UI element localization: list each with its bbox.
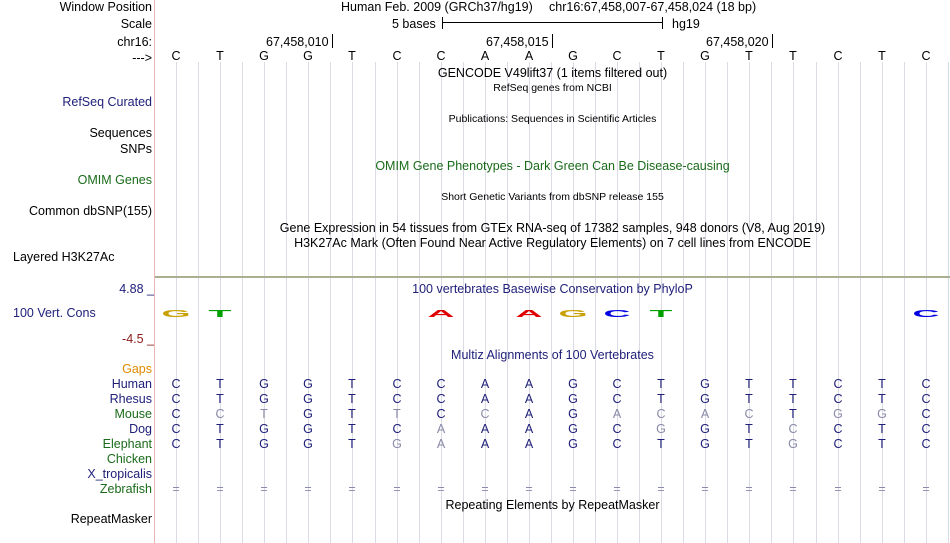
alignment-base: C <box>612 422 622 436</box>
repeatmasker-track-title[interactable]: Repeating Elements by RepeatMasker <box>445 498 660 512</box>
alignment-base: = <box>172 482 180 496</box>
window-position-label: Window Position <box>59 0 152 14</box>
species-label[interactable]: Chicken <box>106 452 152 466</box>
reference-base: G <box>259 49 269 63</box>
alignment-base: C <box>833 377 843 391</box>
alignment-base: T <box>216 437 224 451</box>
species-label[interactable]: Zebrafish <box>99 482 152 496</box>
alignment-base: = <box>701 482 709 496</box>
vert-cons-label[interactable]: 100 Vert. Cons <box>13 306 96 320</box>
alignment-base: T <box>348 377 356 391</box>
alignment-base: C <box>921 437 931 451</box>
alignment-base: G <box>303 422 313 436</box>
alignment-base: T <box>260 407 268 421</box>
ruler-tick <box>332 34 333 48</box>
alignment-base: = <box>481 482 489 496</box>
omim-genes-label[interactable]: OMIM Genes <box>77 173 152 187</box>
omim-track-title[interactable]: OMIM Gene Phenotypes - Dark Green Can Be Disease-causing <box>375 159 730 173</box>
alignment-base: G <box>568 407 578 421</box>
scale-bar-left-tick <box>442 17 443 29</box>
ruler-tick <box>772 34 773 48</box>
refseq-curated-label[interactable]: RefSeq Curated <box>62 95 152 109</box>
alignment-base: C <box>612 392 622 406</box>
reference-base: C <box>171 49 181 63</box>
alignment-base: G <box>303 407 313 421</box>
ruler-tick <box>552 34 553 48</box>
alignment-base: A <box>480 392 490 406</box>
alignment-base: T <box>216 377 224 391</box>
alignment-base: C <box>833 437 843 451</box>
scale-label: Scale <box>120 17 152 31</box>
reference-base: A <box>524 49 534 63</box>
alignment-base: A <box>480 437 490 451</box>
alignment-base: T <box>745 377 753 391</box>
alignment-base: A <box>700 407 710 421</box>
alignment-base: A <box>524 377 534 391</box>
alignment-base: C <box>171 377 181 391</box>
alignment-base: T <box>789 407 797 421</box>
alignment-base: C <box>744 407 754 421</box>
alignment-base: T <box>878 422 886 436</box>
ruler-tick-label: 67,458,020 <box>706 35 769 49</box>
common-dbsnp-label[interactable]: Common dbSNP(155) <box>29 204 152 218</box>
scale-bar-right-tick <box>662 17 663 29</box>
db-text: hg19 <box>672 17 700 31</box>
reference-base: G <box>568 49 578 63</box>
alignment-base: C <box>171 392 181 406</box>
alignment-base: T <box>878 437 886 451</box>
alignment-base: C <box>788 422 798 436</box>
reference-base: G <box>700 49 710 63</box>
assembly-text: Human Feb. 2009 (GRCh37/hg19) <box>341 0 533 14</box>
species-label[interactable]: Mouse <box>114 407 152 421</box>
alignment-base: C <box>171 422 181 436</box>
alignment-base: = <box>348 482 356 496</box>
phylop-logo-letter: G <box>161 307 191 320</box>
alignment-base: G <box>568 437 578 451</box>
alignment-base: G <box>303 377 313 391</box>
alignment-base: G <box>259 377 269 391</box>
alignment-base: G <box>259 392 269 406</box>
alignment-base: C <box>392 422 402 436</box>
sequence-direction-label[interactable]: ---> <box>132 51 152 65</box>
reference-base: T <box>878 49 886 63</box>
alignment-base: T <box>789 392 797 406</box>
alignment-base: G <box>700 437 710 451</box>
species-label[interactable]: X_tropicalis <box>87 467 152 481</box>
alignment-base: = <box>922 482 930 496</box>
alignment-base: C <box>436 392 446 406</box>
phylop-logo-letter: T <box>649 307 673 320</box>
refseq-track-title[interactable]: RefSeq genes from NCBI <box>493 82 612 94</box>
alignment-base: T <box>216 422 224 436</box>
alignment-base: T <box>878 392 886 406</box>
alignment-base: = <box>525 482 533 496</box>
alignment-base: T <box>789 377 797 391</box>
scale-text: 5 bases <box>392 17 436 31</box>
alignment-base: A <box>436 437 446 451</box>
alignment-base: = <box>216 482 224 496</box>
alignment-base: T <box>348 407 356 421</box>
reference-base: C <box>612 49 622 63</box>
alignment-base: T <box>745 422 753 436</box>
alignment-base: = <box>393 482 401 496</box>
track-separator <box>155 276 950 278</box>
alignment-base: C <box>833 422 843 436</box>
position-text: chr16:67,458,007-67,458,024 (18 bp) <box>549 0 757 14</box>
alignment-base: C <box>921 392 931 406</box>
phylop-logo <box>155 300 950 330</box>
reference-base: C <box>833 49 843 63</box>
alignment-base: C <box>480 407 490 421</box>
alignment-base: T <box>393 407 401 421</box>
alignment-base: C <box>392 377 402 391</box>
phylop-logo-letter: C <box>912 307 940 320</box>
alignment-base: = <box>437 482 445 496</box>
alignment-base: C <box>171 437 181 451</box>
alignment-base: T <box>878 377 886 391</box>
species-label[interactable]: Rhesus <box>109 392 152 406</box>
alignment-base: C <box>215 407 225 421</box>
snps-label[interactable]: SNPs <box>120 142 152 156</box>
alignment-base: G <box>700 422 710 436</box>
alignment-base: = <box>789 482 797 496</box>
alignment-base: A <box>524 437 534 451</box>
multiz-track-title[interactable]: Multiz Alignments of 100 Vertebrates <box>451 348 654 362</box>
phylop-logo-letter: T <box>208 307 232 320</box>
alignment-base: T <box>348 437 356 451</box>
publications-track-title[interactable]: Publications: Sequences in Scientific Articles <box>448 113 657 125</box>
chrom-label: chr16: <box>117 35 152 49</box>
alignment-base: A <box>524 407 534 421</box>
reference-base: T <box>348 49 356 63</box>
alignment-base: = <box>260 482 268 496</box>
alignment-base: = <box>745 482 753 496</box>
species-label[interactable]: Dog <box>129 422 152 436</box>
alignment-base: G <box>833 407 843 421</box>
phylop-logo-letter: A <box>427 307 455 320</box>
gaps-label[interactable]: Gaps <box>122 362 152 376</box>
alignment-base: C <box>436 407 446 421</box>
alignment-base: G <box>259 437 269 451</box>
alignment-base: C <box>612 377 622 391</box>
alignment-base: G <box>656 422 666 436</box>
alignment-base: A <box>480 422 490 436</box>
alignment-base: A <box>612 407 622 421</box>
reference-base: T <box>657 49 665 63</box>
scale-bar <box>442 22 662 23</box>
alignment-base: G <box>700 392 710 406</box>
alignment-base: C <box>656 407 666 421</box>
alignment-base: A <box>524 422 534 436</box>
alignment-base: = <box>613 482 621 496</box>
alignment-base: = <box>834 482 842 496</box>
reference-base: T <box>789 49 797 63</box>
gencode-track-title[interactable]: GENCODE V49lift37 (1 items filtered out) <box>437 66 668 80</box>
alignment-base: G <box>303 392 313 406</box>
alignment-base: = <box>304 482 312 496</box>
alignment-base: A <box>480 377 490 391</box>
alignment-base: = <box>878 482 886 496</box>
phylop-logo-letter: C <box>603 307 631 320</box>
reference-base: C <box>436 49 446 63</box>
reference-base: T <box>745 49 753 63</box>
alignment-base: T <box>657 392 665 406</box>
reference-base: C <box>921 49 931 63</box>
alignment-base: G <box>788 437 798 451</box>
alignment-base: T <box>348 392 356 406</box>
alignment-base: C <box>436 377 446 391</box>
reference-base: A <box>480 49 490 63</box>
alignment-base: C <box>921 422 931 436</box>
sequences-label[interactable]: Sequences <box>89 126 152 140</box>
alignment-base: G <box>568 422 578 436</box>
alignment-base: G <box>259 422 269 436</box>
alignment-base: = <box>569 482 577 496</box>
alignment-base: G <box>877 407 887 421</box>
alignment-base: T <box>657 437 665 451</box>
alignment-base: G <box>568 392 578 406</box>
ruler-tick-label: 67,458,015 <box>486 35 549 49</box>
alignment-base: A <box>524 392 534 406</box>
alignment-base: G <box>392 437 402 451</box>
reference-base: C <box>392 49 402 63</box>
alignment-base: C <box>921 407 931 421</box>
alignment-base: T <box>745 437 753 451</box>
phylop-logo-letter: G <box>558 307 588 320</box>
alignment-base: G <box>303 437 313 451</box>
phylop-track-title[interactable]: 100 vertebrates Basewise Conservation by PhyloP <box>412 282 693 296</box>
gtex-track-title[interactable]: Gene Expression in 54 tissues from GTEx RNA-seq of 17382 samples, 948 donors (V8, Aug 2019) <box>279 221 826 235</box>
layered-h3k27ac-label[interactable]: Layered H3K27Ac <box>13 250 115 264</box>
alignment-base: T <box>348 422 356 436</box>
dbsnp-track-title[interactable]: Short Genetic Variants from dbSNP release 155 <box>441 191 664 203</box>
alignment-base: C <box>612 437 622 451</box>
reference-base: T <box>216 49 224 63</box>
phylop-logo-letter: A <box>515 307 543 320</box>
alignment-base: C <box>833 392 843 406</box>
phylop-max-value: 4.88 _ <box>119 282 154 296</box>
alignment-base: T <box>657 377 665 391</box>
alignment-base: T <box>216 392 224 406</box>
species-label[interactable]: Human <box>111 377 152 391</box>
alignment-base: G <box>568 377 578 391</box>
alignment-base: C <box>171 407 181 421</box>
alignment-base: = <box>657 482 665 496</box>
species-label[interactable]: Elephant <box>102 437 152 451</box>
alignment-base: C <box>921 377 931 391</box>
alignment-base: C <box>392 392 402 406</box>
repeatmasker-label[interactable]: RepeatMasker <box>70 512 152 526</box>
h3k27ac-track-title[interactable]: H3K27Ac Mark (Often Found Near Active Regulatory Elements) on 7 cell lines from ENCODE <box>294 236 811 250</box>
reference-base: G <box>303 49 313 63</box>
phylop-min-value: -4.5 _ <box>122 332 154 346</box>
alignment-base: T <box>745 392 753 406</box>
ruler-tick-label: 67,458,010 <box>266 35 329 49</box>
alignment-base: A <box>436 422 446 436</box>
alignment-base: G <box>700 377 710 391</box>
